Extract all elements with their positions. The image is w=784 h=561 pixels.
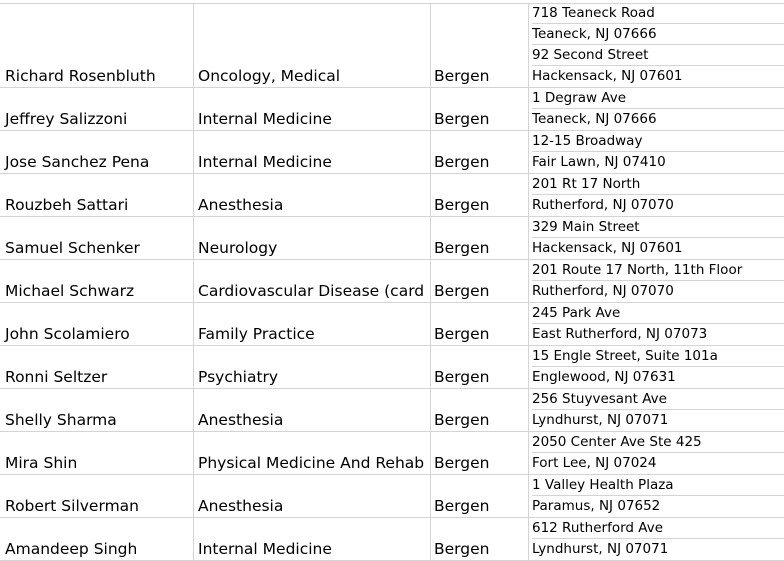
address-city: Paramus, NJ 07652 xyxy=(532,498,661,514)
specialty: Family Practice xyxy=(198,325,315,343)
table-row[interactable] xyxy=(0,432,784,475)
table-row[interactable] xyxy=(0,518,784,561)
county: Bergen xyxy=(434,196,490,214)
specialty-cell[interactable] xyxy=(194,131,431,173)
address-street: 1 Valley Health Plaza xyxy=(532,475,784,496)
address-cell[interactable] xyxy=(529,518,784,560)
specialty: Internal Medicine xyxy=(198,153,332,171)
county-cell[interactable] xyxy=(431,217,529,259)
address-street: 12-15 Broadway xyxy=(532,131,784,152)
physician-name: Michael Schwarz xyxy=(5,282,135,300)
table-row[interactable] xyxy=(0,475,784,518)
specialty-cell[interactable] xyxy=(194,389,431,431)
county-cell[interactable] xyxy=(431,131,529,173)
address-city: Fair Lawn, NJ 07410 xyxy=(532,154,666,170)
name-cell[interactable] xyxy=(0,217,194,259)
address-street: 329 Main Street xyxy=(532,217,784,238)
specialty-cell[interactable] xyxy=(194,346,431,388)
county: Bergen xyxy=(434,454,490,472)
physician-name: Richard Rosenbluth xyxy=(5,67,156,85)
table-row[interactable] xyxy=(0,88,784,131)
address-cell[interactable] xyxy=(529,131,784,173)
county: Bergen xyxy=(434,282,490,300)
physician-name: Shelly Sharma xyxy=(5,411,117,429)
county: Bergen xyxy=(434,411,490,429)
county-cell[interactable] xyxy=(431,174,529,216)
address-cell[interactable] xyxy=(529,260,784,302)
name-cell[interactable] xyxy=(0,389,194,431)
address-street: 245 Park Ave xyxy=(532,303,784,324)
specialty-cell[interactable] xyxy=(194,475,431,517)
name-cell[interactable] xyxy=(0,475,194,517)
name-cell[interactable] xyxy=(0,346,194,388)
specialty: Anesthesia xyxy=(198,411,284,429)
table-row[interactable] xyxy=(0,346,784,389)
name-cell[interactable] xyxy=(0,260,194,302)
address-street: 2050 Center Ave Ste 425 xyxy=(532,432,784,453)
address-city: Hackensack, NJ 07601 xyxy=(532,68,683,84)
table-row[interactable] xyxy=(0,303,784,346)
county: Bergen xyxy=(434,368,490,386)
table-row[interactable] xyxy=(0,174,784,217)
table-row[interactable] xyxy=(0,217,784,260)
specialty: Neurology xyxy=(198,239,278,257)
address-cell[interactable] xyxy=(529,389,784,431)
address-street: 92 Second Street xyxy=(532,45,784,66)
address-street: 612 Rutherford Ave xyxy=(532,518,784,539)
county-cell[interactable] xyxy=(431,432,529,474)
physician-name: Rouzbeh Sattari xyxy=(5,196,129,214)
name-cell[interactable] xyxy=(0,432,194,474)
county: Bergen xyxy=(434,540,490,558)
county-cell[interactable] xyxy=(431,303,529,345)
county-cell[interactable] xyxy=(431,518,529,560)
physician-name: Jose Sanchez Pena xyxy=(5,153,150,171)
physician-name: Jeffrey Salizzoni xyxy=(5,110,128,128)
address-street: 201 Route 17 North, 11th Floor xyxy=(532,260,784,281)
specialty: Psychiatry xyxy=(198,368,279,386)
address-city: Fort Lee, NJ 07024 xyxy=(532,455,657,471)
address-cell[interactable] xyxy=(529,217,784,259)
address-street: 15 Engle Street, Suite 101a xyxy=(532,346,784,367)
specialty-cell[interactable] xyxy=(194,217,431,259)
prev-address-street: 718 Teaneck Road xyxy=(532,3,784,24)
physician-table xyxy=(0,3,784,561)
address-cell[interactable] xyxy=(529,88,784,130)
specialty: Internal Medicine xyxy=(198,110,332,128)
county: Bergen xyxy=(434,239,490,257)
county: Bergen xyxy=(434,497,490,515)
prev-address-city: Teaneck, NJ 07666 xyxy=(532,24,784,45)
county: Bergen xyxy=(434,153,490,171)
specialty: Internal Medicine xyxy=(198,540,332,558)
county-cell[interactable] xyxy=(431,475,529,517)
name-cell[interactable] xyxy=(0,131,194,173)
address-city: Englewood, NJ 07631 xyxy=(532,369,676,385)
address-city: Lyndhurst, NJ 07071 xyxy=(532,541,669,557)
specialty-cell[interactable] xyxy=(194,432,431,474)
physician-name: John Scolamiero xyxy=(5,325,130,343)
county-cell[interactable] xyxy=(431,389,529,431)
address-street: 256 Stuyvesant Ave xyxy=(532,389,784,410)
address-cell[interactable] xyxy=(529,3,784,87)
specialty: Anesthesia xyxy=(198,196,284,214)
name-cell[interactable] xyxy=(0,88,194,130)
county: Bergen xyxy=(434,67,490,85)
address-street: 201 Rt 17 North xyxy=(532,174,784,195)
table-row[interactable] xyxy=(0,389,784,432)
county-cell[interactable] xyxy=(431,3,529,87)
specialty-cell[interactable] xyxy=(194,303,431,345)
county-cell[interactable] xyxy=(431,260,529,302)
address-cell[interactable] xyxy=(529,174,784,216)
county-cell[interactable] xyxy=(431,346,529,388)
table-row[interactable] xyxy=(0,260,784,303)
name-cell[interactable] xyxy=(0,3,194,87)
table-row[interactable] xyxy=(0,3,784,88)
specialty-cell[interactable] xyxy=(194,260,431,302)
physician-name: Amandeep Singh xyxy=(5,540,138,558)
address-city: East Rutherford, NJ 07073 xyxy=(532,326,708,342)
specialty: Oncology, Medical xyxy=(198,67,341,85)
county-cell[interactable] xyxy=(431,88,529,130)
address-city: Rutherford, NJ 07070 xyxy=(532,283,674,299)
address-city: Teaneck, NJ 07666 xyxy=(532,111,657,127)
address-cell[interactable] xyxy=(529,475,784,517)
specialty-cell[interactable] xyxy=(194,518,431,560)
specialty: Anesthesia xyxy=(198,497,284,515)
specialty-cell[interactable] xyxy=(194,174,431,216)
specialty-cell[interactable] xyxy=(194,3,431,87)
address-street: 1 Degraw Ave xyxy=(532,88,784,109)
specialty: Physical Medicine And Rehab xyxy=(198,454,425,472)
name-cell[interactable] xyxy=(0,174,194,216)
address-cell[interactable] xyxy=(529,432,784,474)
physician-name: Mira Shin xyxy=(5,454,78,472)
name-cell[interactable] xyxy=(0,518,194,560)
physician-name: Samuel Schenker xyxy=(5,239,140,257)
address-cell[interactable] xyxy=(529,346,784,388)
specialty: Cardiovascular Disease (card xyxy=(198,282,425,300)
address-city: Rutherford, NJ 07070 xyxy=(532,197,674,213)
address-city: Hackensack, NJ 07601 xyxy=(532,240,683,256)
name-cell[interactable] xyxy=(0,303,194,345)
county: Bergen xyxy=(434,325,490,343)
physician-name: Ronni Seltzer xyxy=(5,368,108,386)
address-cell[interactable] xyxy=(529,303,784,345)
county: Bergen xyxy=(434,110,490,128)
table-row[interactable] xyxy=(0,131,784,174)
physician-name: Robert Silverman xyxy=(5,497,139,515)
specialty-cell[interactable] xyxy=(194,88,431,130)
address-city: Lyndhurst, NJ 07071 xyxy=(532,412,669,428)
